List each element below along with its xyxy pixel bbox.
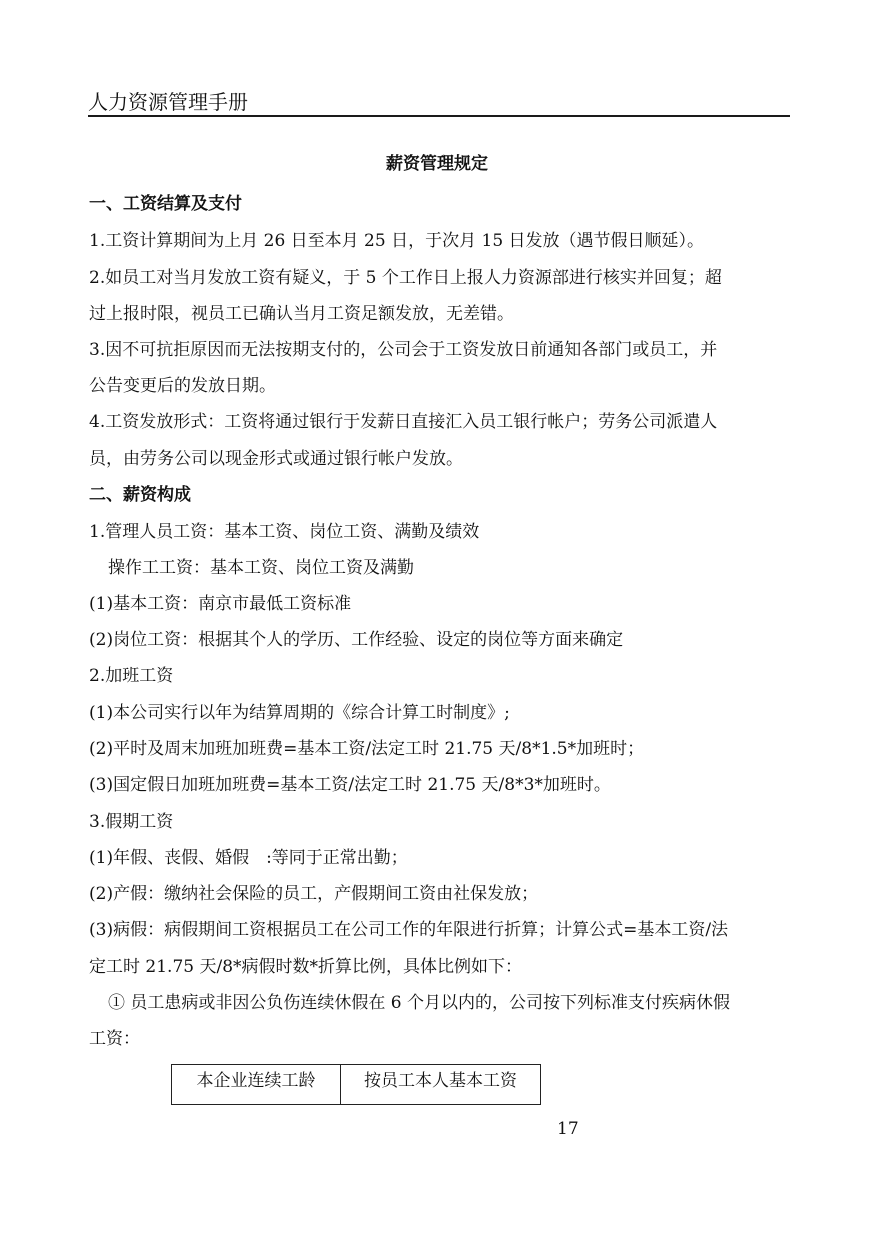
paragraph-line: 4.工资发放形式：工资将通过银行于发薪日直接汇入员工银行帐户；劳务公司派遣人: [89, 412, 718, 432]
section-heading-composition: 二、薪资构成: [89, 485, 191, 505]
paragraph-line: 工资：: [89, 1029, 140, 1049]
paragraph-line: (2)岗位工资：根据其个人的学历、工作经验、设定的岗位等方面来确定: [89, 630, 624, 650]
sick-leave-pay-table: [171, 1064, 541, 1105]
paragraph-line: (3)国定假日加班加班费=基本工资/法定工时 21.75 天/8*3*加班时。: [89, 775, 611, 795]
header-divider: [88, 115, 790, 117]
paragraph-line: 员，由劳务公司以现金形式或通过银行帐户发放。: [89, 449, 463, 469]
paragraph-line: (1)本公司实行以年为结算周期的《综合计算工时制度》;: [89, 703, 510, 723]
paragraph-line: (3)病假：病假期间工资根据员工在公司工作的年限进行折算；计算公式=基本工资/法: [89, 920, 729, 940]
paragraph-line: 公告变更后的发放日期。: [89, 376, 276, 396]
paragraph-line: (1)年假、丧假、婚假 :等同于正常出勤；: [89, 848, 408, 868]
paragraph-line: 1.工资计算期间为上月 26 日至本月 25 日，于次月 15 日发放（遇节假日顺延）。: [89, 231, 705, 251]
paragraph-line: (2)平时及周末加班加班费=基本工资/法定工时 21.75 天/8*1.5*加班时；: [89, 739, 645, 759]
table-header-cell-seniority: 本企业连续工龄: [172, 1065, 341, 1105]
paragraph-line: 3.假期工资: [89, 812, 174, 832]
paragraph-line: (1)基本工资：南京市最低工资标准: [89, 594, 352, 614]
paragraph-line: 3.因不可抗拒原因而无法按期支付的，公司会于工资发放日前通知各部门或员工，并: [89, 340, 718, 360]
document-title: 薪资管理规定: [386, 154, 488, 174]
paragraph-line: (2)产假：缴纳社会保险的员工，产假期间工资由社保发放；: [89, 884, 539, 904]
table-header-row: [172, 1065, 541, 1105]
table-header-cell-base-salary: 按员工本人基本工资: [341, 1065, 541, 1105]
section-heading-payment: 一、工资结算及支付: [89, 194, 242, 214]
page-number: 17: [557, 1119, 579, 1139]
paragraph-line: 2.如员工对当月发放工资有疑义，于 5 个工作日上报人力资源部进行核实并回复；超: [89, 268, 722, 288]
paragraph-line: 定工时 21.75 天/8*病假时数*折算比例，具体比例如下：: [89, 957, 523, 977]
paragraph-line: 1.管理人员工资：基本工资、岗位工资、满勤及绩效: [89, 522, 480, 542]
paragraph-line: 过上报时限，视员工已确认当月工资足额发放，无差错。: [89, 304, 514, 324]
paragraph-line: 2.加班工资: [89, 666, 174, 686]
manual-header-title: 人力资源管理手册: [88, 90, 248, 114]
paragraph-line: 操作工工资：基本工资、岗位工资及满勤: [108, 558, 414, 578]
paragraph-line: ① 员工患病或非因公负伤连续休假在 6 个月以内的，公司按下列标准支付疾病休假: [108, 993, 731, 1013]
